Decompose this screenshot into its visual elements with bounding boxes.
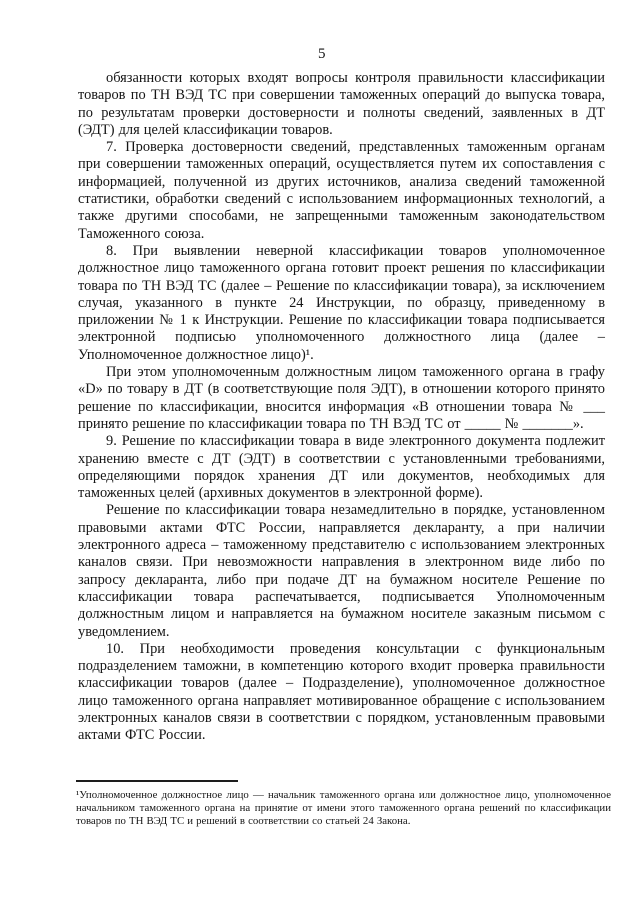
paragraph-7: 10. При необходимости проведения консультации с функциональным подразделением таможни, в компетенцию которого входит проверка правильности классификации товаров (далее – Подразделение), уполномоченное должностное лицо таможенного органа направляет мотивированное обращение с использованием электронных каналов связи в соответствии с порядком, установленным правовыми актами ФТС России.	[78, 640, 605, 744]
page-number: 5	[318, 46, 326, 62]
paragraph-2: 7. Проверка достоверности сведений, представленных таможенным органам при совершении таможенных операций, осуществляется путем их сопоставления с информацией, полученной из других источников, анализа сведений таможенной статистики, обработки сведений с использованием информационных технологий, а также другими способами, не запрещенными таможенным законодательством Таможенного союза.	[78, 139, 605, 242]
paragraph-6: Решение по классификации товара незамедлительно в порядке, установленном правовыми актами ФТС России, направляется декларанту, а при наличии электронного адреса – таможенному представителю с использованием электронных каналов связи. При невозможности направления в электронном виде либо по запросу декларанта, либо при подаче ДТ на бумажном носителе Решение по классификации товара распечатывается, подписывается Уполномоченным должностным лицом и направляется на бумажном носителе заказным письмом с уведомлением.	[78, 502, 605, 640]
paragraph-4: При этом уполномоченным должностным лицом таможенного органа в графу «D» по товару в ДТ (в соответствующие поля ЭДТ), в отношении которого принято решение по классификации, вносится информация «В отношении товара № ___ принято решение по классификации товара по ТН ВЭД ТС от _____ № _______».	[78, 364, 605, 432]
paragraph-3: 8. При выявлении неверной классификации товаров уполномоченное должностное лицо таможенного органа готовит проект решения по классификации товара по ТН ВЭД ТС (далее – Решение по классификации товара), за исключением случая, указанного в пункте 24 Инструкции, по образцу, приведенному в приложении № 1 к Инструкции. Решение по классификации товара подписывается электронной подписью уполномоченного должностного лица (далее – Уполномоченное должностное лицо)¹.	[78, 242, 605, 363]
paragraph-1: обязанности которых входят вопросы контроля правильности классификации товаров по ТН ВЭД ТС при совершении таможенных операций до выпуска товара, по результатам проверки достоверности и полноты сведений, заявленных в ДТ (ЭДТ) для целей классификации товаров.	[78, 70, 605, 138]
document-body	[78, 70, 605, 745]
paragraph-5: 9. Решение по классификации товара в виде электронного документа подлежит хранению вместе с ДТ (ЭДТ) в соответствии с установленными требованиями, определяющими порядок хранения ДТ или документов, необходимых для таможенных целей (архивных документов в электронной форме).	[78, 433, 605, 502]
footnote-divider	[76, 780, 238, 782]
footnote-text: ¹Уполномоченное должностное лицо — начальник таможенного органа или должностное лицо, уполномоченное начальником таможенного органа на принятие от имени этого таможенного органа решений по классификации товаров по ТН ВЭД ТС и решений в соответствии со статьей 24 Закона.	[76, 789, 611, 828]
